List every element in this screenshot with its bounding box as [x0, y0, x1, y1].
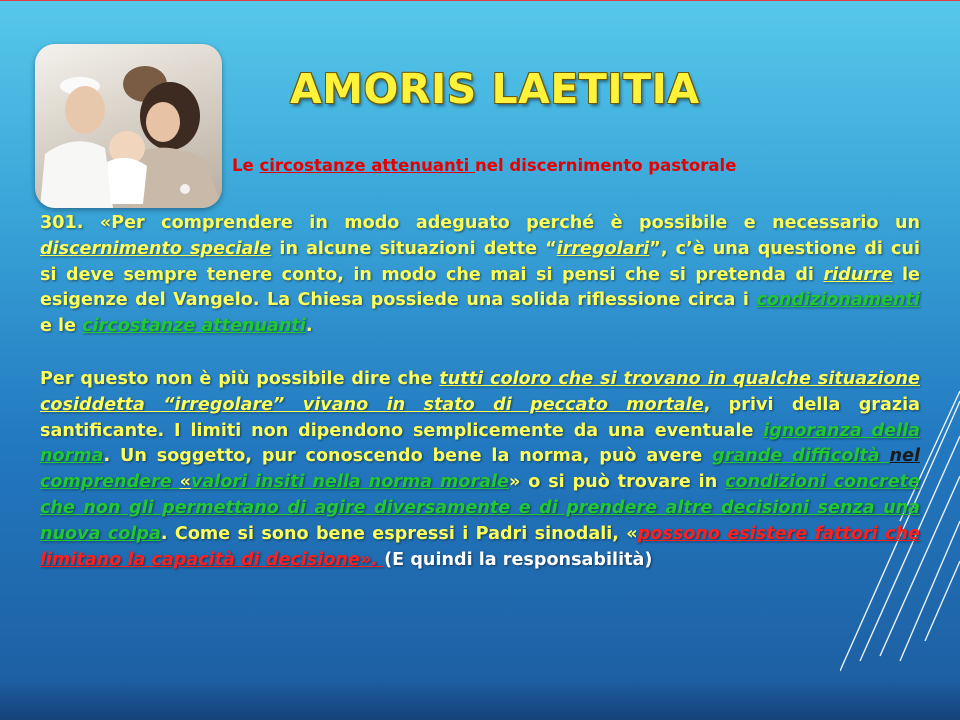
emphasis-nel: nel — [889, 446, 920, 467]
text-run: « — [179, 472, 191, 493]
pope-face — [65, 86, 105, 134]
subtitle-suffix: nel discernimento pastorale — [475, 156, 737, 175]
emphasis-condizioni-concrete: condizioni concrete che non gli permettano di agire diversamente e di prendere altre decisioni senza una nuova colpa — [40, 472, 920, 544]
quote-body — [40, 211, 920, 573]
family-photo-image — [35, 44, 222, 208]
emphasis-condizionamenti: condizionamenti — [756, 290, 920, 311]
text-run: ”, c’è una questione di cui si deve sempre tenere conto, in modo che mai si pensi che si pretenda di — [40, 238, 920, 285]
text-run: . Come si sono bene espressi i Padri sinodali, « — [160, 523, 638, 544]
subtitle-prefix: Le — [232, 156, 260, 175]
slide-title: AMORIS LAETITIA — [290, 65, 700, 113]
emphasis-grande-difficolta: grande difficoltà — [712, 446, 890, 467]
text-run: Per questo non è più possibile dire che — [40, 368, 440, 389]
woman-face — [146, 102, 180, 142]
text-run: le esigenze del Vangelo. La Chiesa possiede una solida riflessione circa i — [40, 264, 920, 311]
emphasis-valori-insiti: valori insiti nella norma morale — [190, 472, 509, 493]
responsibility-note: (E quindi la responsabilità) — [384, 549, 653, 570]
text-run: . — [305, 316, 313, 337]
slide-subtitle — [232, 156, 736, 175]
baby-clothes — [107, 158, 147, 204]
emphasis-ignoranza-della-norma: ignoranza della norma — [40, 420, 920, 467]
text-run: e le — [40, 316, 83, 337]
text-run: » o si può trovare in — [508, 472, 726, 493]
subtitle-underlined-phrase: circostanze attenuanti — [259, 156, 476, 175]
emphasis-peccato-mortale-phrase: tutti coloro che si trovano in qualche situazione cosiddetta “irregolare” vivano in stato di peccato mortale — [40, 368, 920, 415]
emphasis-discernimento-speciale: discernimento speciale — [40, 238, 272, 259]
emphasis-fattori-limitanti: possono esistere fattori che limitano la capacità di decisione». — [40, 523, 920, 570]
emphasis-comprendere: comprendere — [40, 472, 180, 493]
text-run: in alcune situazioni dette “ — [271, 238, 557, 259]
emphasis-irregolari: irregolari — [556, 238, 650, 259]
text-run: . Un soggetto, pur conoscendo bene la norma, può avere — [103, 446, 713, 467]
text-run: 301. «Per comprendere in modo adeguato perché è possibile e necessario un — [40, 213, 920, 233]
quote-paragraph-301 — [40, 211, 920, 340]
emphasis-circostanze-attenuanti: circostanze attenuanti — [82, 316, 306, 337]
photo-illustration — [35, 44, 222, 208]
emphasis-ridurre: ridurre — [823, 264, 893, 285]
quote-paragraph-continued — [40, 367, 920, 573]
watermark-logo — [180, 184, 190, 194]
white-cassock — [40, 141, 113, 208]
text-run: , privi della grazia santificante. I limiti non dipendono semplicemente da una eventuale — [40, 394, 920, 441]
